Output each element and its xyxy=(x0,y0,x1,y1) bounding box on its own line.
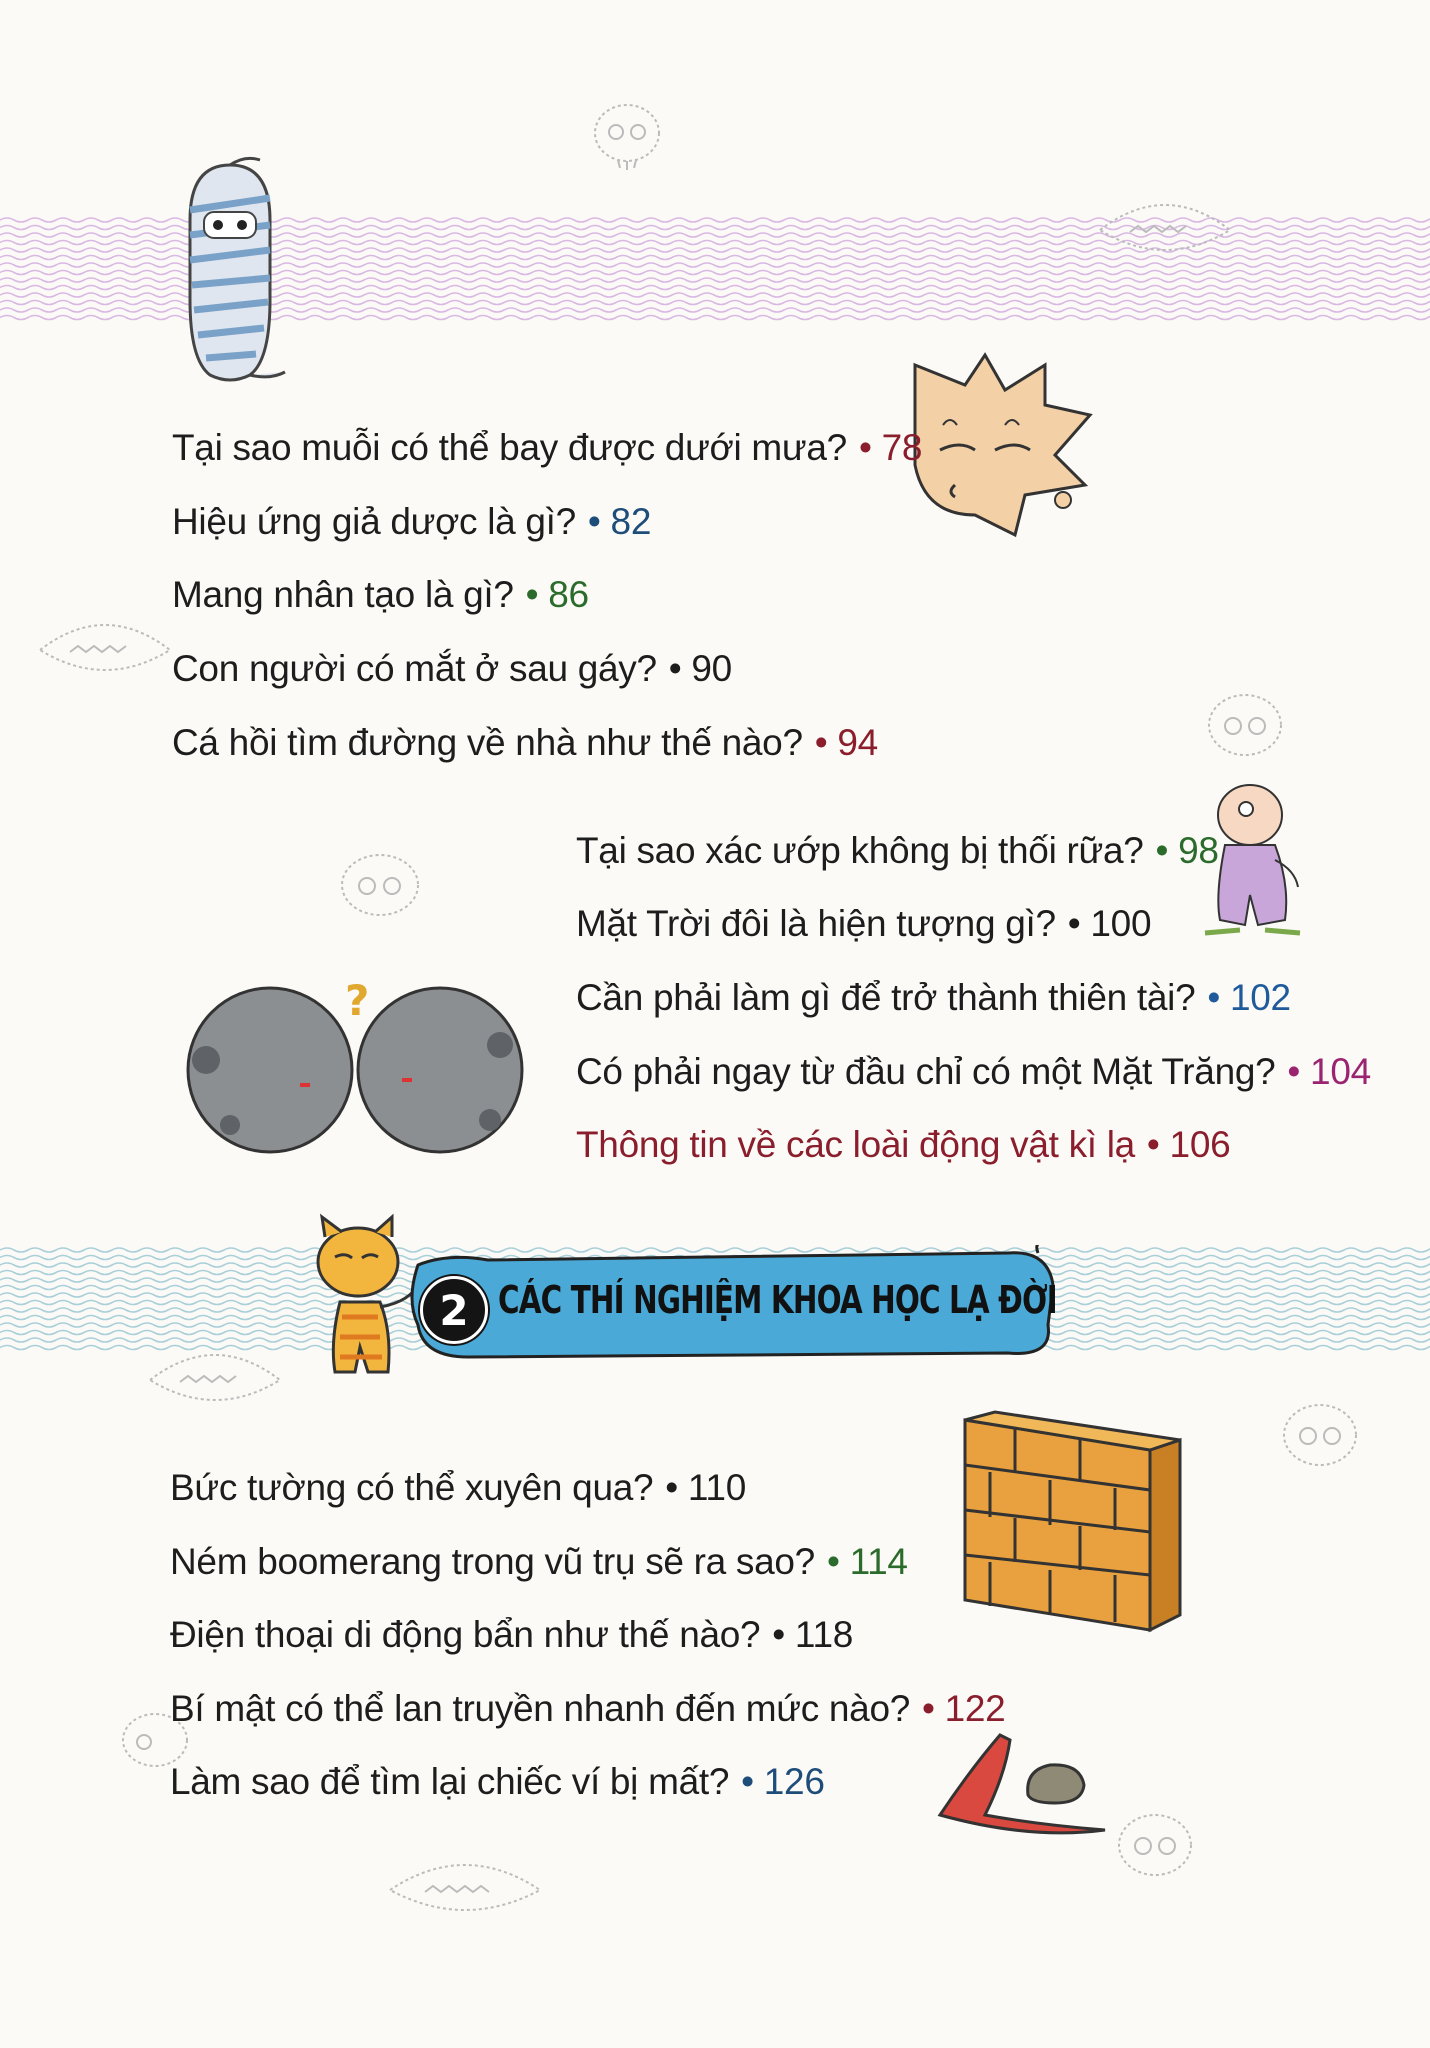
twin-moons-icon xyxy=(170,960,540,1160)
toc-item[interactable] xyxy=(170,1467,746,1509)
chapter-number-badge: 2 xyxy=(420,1276,488,1344)
toc-item-page: • 86 xyxy=(525,574,589,615)
skull-doodle-icon xyxy=(330,840,430,930)
toc-item[interactable] xyxy=(576,977,1291,1019)
skull-doodle-icon xyxy=(1195,680,1295,770)
toc-item-title: Bí mật có thể lan truyền nhanh đến mức nào? xyxy=(170,1688,910,1729)
toc-item-page: • 122 xyxy=(921,1688,1006,1729)
toc-item-title: Điện thoại di động bẩn như thế nào? xyxy=(170,1614,761,1655)
toc-item-page: • 78 xyxy=(858,427,923,468)
rock-icon xyxy=(1020,1755,1090,1810)
toc-item-page: • 126 xyxy=(741,1761,825,1802)
toc-item-title: Thông tin về các loài động vật kì lạ xyxy=(576,1124,1135,1165)
mummy-icon xyxy=(150,150,310,390)
toc-item-title: Bức tường có thể xuyên qua? xyxy=(170,1467,654,1508)
toc-item-page: • 90 xyxy=(668,648,732,689)
shark-doodle-icon xyxy=(380,1840,550,1930)
toc-item-page: • 106 xyxy=(1146,1124,1231,1165)
skull-doodle-icon xyxy=(1270,1390,1370,1480)
skull-doodle-icon xyxy=(582,88,672,178)
toc-item-title: Tại sao muỗi có thể bay được dưới mưa? xyxy=(172,427,847,468)
toc-item[interactable] xyxy=(172,427,922,469)
toc-item-title: Hiệu ứng giả dược là gì? xyxy=(172,501,576,542)
toc-item-title: Có phải ngay từ đầu chỉ có một Mặt Trăng? xyxy=(576,1051,1276,1092)
toc-item[interactable] xyxy=(576,1051,1371,1093)
toc-item-page: • 110 xyxy=(665,1467,746,1508)
toc-item[interactable] xyxy=(170,1761,825,1803)
toc-item-page: • 82 xyxy=(587,501,652,542)
toc-item[interactable] xyxy=(170,1614,853,1656)
toc-item-page: • 100 xyxy=(1067,903,1152,944)
toc-item-page: • 104 xyxy=(1287,1051,1371,1092)
toc-item-page: • 94 xyxy=(814,722,878,763)
chapter-title: CÁC THÍ NGHIỆM KHOA HỌC LẠ ĐỜI xyxy=(498,1278,1057,1322)
toc-item[interactable] xyxy=(576,1124,1230,1166)
toc-item[interactable] xyxy=(170,1688,1005,1730)
toc-item-page: • 118 xyxy=(772,1614,854,1655)
shark-doodle-icon xyxy=(140,1330,290,1420)
spiky-face-icon xyxy=(895,345,1105,545)
toc-item-title: Ném boomerang trong vũ trụ sẽ ra sao? xyxy=(170,1541,815,1582)
skull-doodle-icon xyxy=(1105,1800,1205,1890)
toc-item-title: Mặt Trời đôi là hiện tượng gì? xyxy=(576,903,1056,944)
toc-item[interactable] xyxy=(172,501,651,543)
toc-item[interactable] xyxy=(172,574,589,616)
toc-item[interactable] xyxy=(170,1541,908,1583)
toc-item-page: • 114 xyxy=(826,1541,908,1582)
toc-item-title: Làm sao để tìm lại chiếc ví bị mất? xyxy=(170,1761,730,1802)
toc-item-page: • 98 xyxy=(1155,830,1219,871)
toc-item-page: • 102 xyxy=(1207,977,1291,1018)
shark-doodle-icon xyxy=(30,600,180,690)
toc-item-title: Cần phải làm gì để trở thành thiên tài? xyxy=(576,977,1196,1018)
brick-wall-icon xyxy=(955,1410,1195,1635)
toc-item[interactable] xyxy=(576,830,1219,872)
svg-text:?: ? xyxy=(345,976,370,1025)
toc-item-title: Mang nhân tạo là gì? xyxy=(172,574,514,615)
toc-item-title: Con người có mắt ở sau gáy? xyxy=(172,648,657,689)
toc-item-title: Tại sao xác ướp không bị thối rữa? xyxy=(576,830,1144,871)
shark-doodle-icon xyxy=(1090,180,1240,270)
toc-item[interactable] xyxy=(172,648,732,690)
toc-item-title: Cá hồi tìm đường về nhà như thế nào? xyxy=(172,722,803,763)
toc-item[interactable] xyxy=(576,903,1151,945)
toc-item[interactable] xyxy=(172,722,878,764)
